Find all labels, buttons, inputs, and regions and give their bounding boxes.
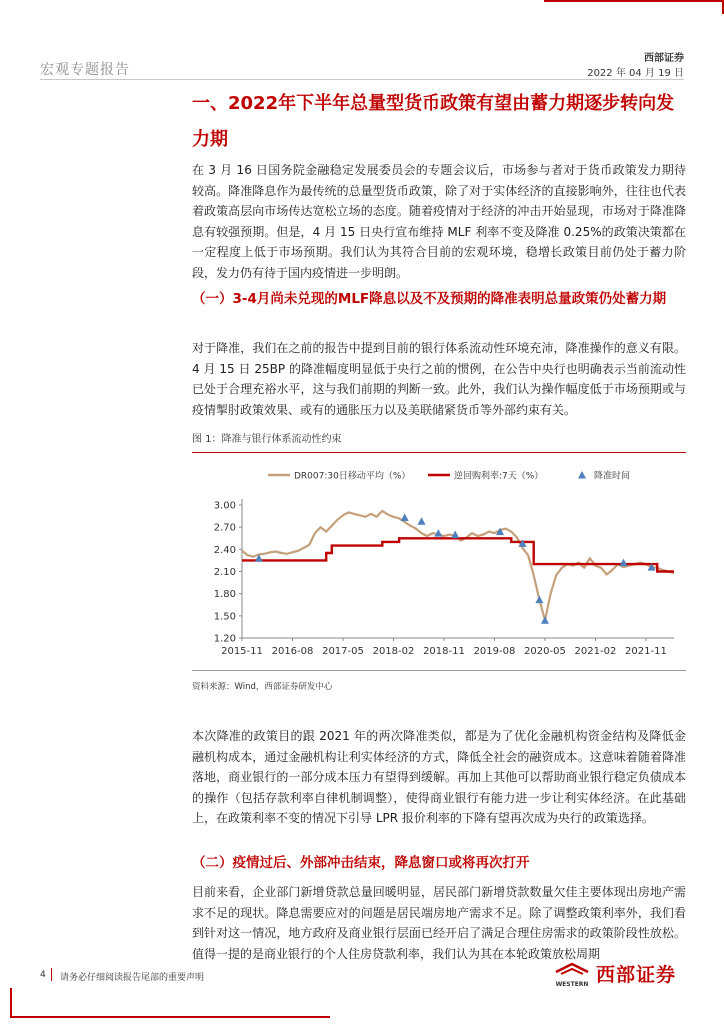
y-tick-label: 2.10 (213, 567, 236, 578)
x-tick-label: 2015-11 (221, 646, 263, 657)
report-date: 2022 年 04 月 19 日 (587, 68, 684, 79)
legend-label-reverse-repo: 逆回购利率:7天（%） (454, 471, 544, 482)
company-logo-text: 西部证券 (596, 964, 677, 986)
rrr-cut-marker (620, 559, 628, 567)
legend-swatch-rrr (578, 471, 586, 479)
footer-disclaimer: 请务必仔细阅读报告尾部的重要声明 (60, 973, 205, 983)
legend-label-dr007: DR007:30日移动平均（%） (294, 471, 411, 482)
x-tick-label: 2018-02 (372, 646, 415, 657)
figure-frame (192, 452, 686, 665)
company-name: 西部证券 (644, 53, 684, 64)
x-tick-label: 2017-05 (322, 646, 364, 657)
y-tick-label: 2.40 (213, 544, 236, 556)
rrr-cut-marker (418, 517, 426, 525)
section-heading: 一、2022年下半年总量型货币政策有望由蓄力期逐步转向发力期 (192, 93, 675, 150)
report-type-label: 宏观专题报告 (40, 62, 130, 78)
subsection-heading-1: （一）3-4月尚未兑现的MLF降息以及不及预期的降准表明总量政策仍处蓄力期 (192, 291, 667, 307)
y-tick-label: 1.50 (213, 611, 236, 623)
legend-label-rrr: 降准时间 (594, 471, 631, 482)
paragraph-3: 本次降准的政策目的跟 2021 年的两次降准类似，都是为了优化金融机构资金结构及降低金融机构成本，通过金融机构让利实体经济的方式，降低全社会的融资成本。这意味着随着降准落地，商业银行的一部分成本压力有望得到缓解。再加上其他可以帮助商业银行稳定负债成本的操作（包括存款利率自律机制调整），使得商业银行有能力进一步让利实体经济。在此基础上，在政策利率不变的情况下引导 LPR 报价利率的下降有望再次成为央行的政策选择。 (192, 729, 686, 825)
x-tick-label: 2018-11 (423, 646, 465, 657)
dr007-series-line (242, 511, 674, 620)
corner-decoration-top-right (524, 0, 724, 14)
rrr-cut-marker (535, 596, 543, 604)
corner-decoration-bottom-left (0, 984, 340, 1024)
y-tick-label: 1.80 (213, 589, 236, 601)
figure-bottom-rule (192, 670, 686, 671)
subsection-heading-2: （二）疫情过后、外部冲击结束，降息窗口或将再次打开 (192, 855, 530, 871)
y-tick-label: 2.70 (213, 522, 236, 534)
paragraph-2: 对于降准，我们在之前的报告中提到目前的银行体系流动性环境充沛，降准操作的意义有限。4 月 15 日 25BP 的降准幅度明显低于央行之前的惯例，在公告中央行也明确表示当前流动性已处于合理充裕水平，这与我们前期的判断一致。此外，我们认为操作幅度低于市场预期或与疫情掣肘政策效果、或有的通胀压力以及美联储紧货币等外部约束有关。 (192, 341, 686, 417)
y-tick-label: 1.20 (213, 633, 236, 645)
paragraph-4: 目前来看，企业部门新增贷款总量回暖明显，居民部门新增贷款数量欠佳主要体现出房地产需求不足的现状。降息需要应对的问题是居民端房地产需求不足。除了调整政策利率外，我们看到针对这一情况，地方政府及商业银行层面已经开启了满足合理住房需求的政策阶段性放松。值得一提的是商业银行的个人住房贷款利率，我们认为其在本轮政策放松周期 (192, 885, 686, 961)
source-note: 资料来源：Wind，西部证券研发中心 (192, 682, 333, 692)
x-tick-label: 2021-11 (625, 646, 667, 657)
company-logo-icon (552, 962, 592, 988)
header-divider (40, 79, 684, 80)
x-tick-label: 2021-02 (574, 646, 617, 657)
x-tick-label: 2016-08 (271, 646, 314, 657)
rrr-cut-marker (541, 616, 549, 624)
x-tick-label: 2019-08 (473, 646, 516, 657)
y-tick-label: 3.00 (213, 500, 236, 512)
paragraph-1: 在 3 月 16 日国务院金融稳定发展委员会的专题会议后，市场参与者对于货币政策发力期待较高。降准降息作为最传统的总量型货币政策，除了对于实体经济的直接影响外，往往也代表着政策高层向市场传达宽松立场的态度。随着疫情对于经济的冲击开始显现，市场对于降准降息有较强预期。但是，4 月 15 日央行宣布维持 MLF 利率不变及降准 0.25%的政策决策都在一定程度上低于市场预期。我们认为其符合目前的宏观环境，稳增长政策目前仍处于蓄力阶段，发力仍有待于国内疫情进一步明朗。 (192, 163, 686, 280)
footer-separator (51, 968, 52, 981)
rrr-cut-marker (401, 514, 409, 522)
x-tick-label: 2020-05 (524, 646, 566, 657)
page-number: 4 (40, 970, 46, 980)
chart-svg (192, 453, 686, 665)
logo-english-text: WESTERN (555, 981, 589, 988)
figure-caption: 图 1：降准与银行体系流动性约束 (192, 434, 342, 445)
reverse-repo-series-line (242, 538, 674, 571)
